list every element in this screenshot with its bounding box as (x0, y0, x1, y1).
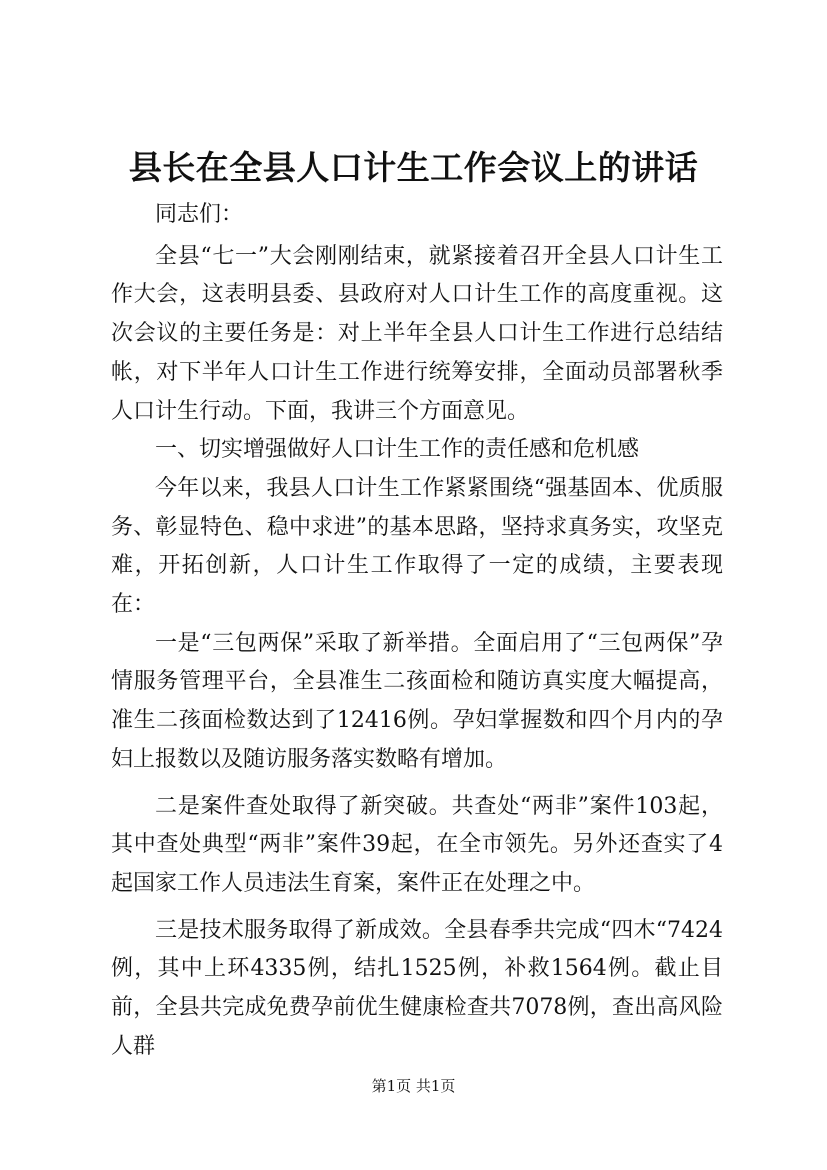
paragraph-point-two: 二是案件查处取得了新突破。共查处“两非”案件103起，其中查处典型“两非”案件39起，在全市领先。另外还查实了4起国家工作人员违法生育案，案件正在处理之中。 (111, 793, 723, 896)
paragraph-point-three: 三是技术服务取得了新成效。全县春季共完成“四木“7424例，其中上环4335例，结扎1525例，补救1564例。截止目前，全县共完成免费孕前优生健康检查共7078例，查出高风险人群 (111, 917, 723, 1059)
document-title: 县长在全县人口计生工作会议上的讲话 (128, 148, 699, 187)
paragraph-achievements: 今年以来，我县人口计生工作紧紧围绕“强基固本、优质服务、彰显特色、稳中求进”的基本思路，坚持求真务实，攻坚克难，开拓创新，人口计生工作取得了一定的成绩，主要表现在： (111, 475, 723, 618)
paragraph-point-one: 一是“三包两保”采取了新举措。全面启用了“三包两保”孕情服务管理平台，全县准生二孩面检和随访真实度大幅提高，准生二孩面检数达到了12416例。孕妇掌握数和四个月内的孕妇上报数以及随访服务落实数略有增加。 (111, 630, 723, 772)
page-footer: 第1页 共1页 (371, 1077, 456, 1095)
greeting: 同志们： (155, 202, 244, 227)
section-heading: 一、切实增强做好人口计生工作的责任感和危机感 (155, 437, 640, 463)
paragraph-intro: 全县“七一”大会刚刚结束，就紧接着召开全县人口计生工作大会，这表明县委、县政府对人口计生工作的高度重视。这次会议的主要任务是：对上半年全县人口计生工作进行总结结帐，对下半年人口计生工作进行统筹安排，全面动员部署秋季人口计生行动。下面，我讲三个方面意见。 (111, 243, 723, 424)
document-body (111, 196, 723, 1066)
